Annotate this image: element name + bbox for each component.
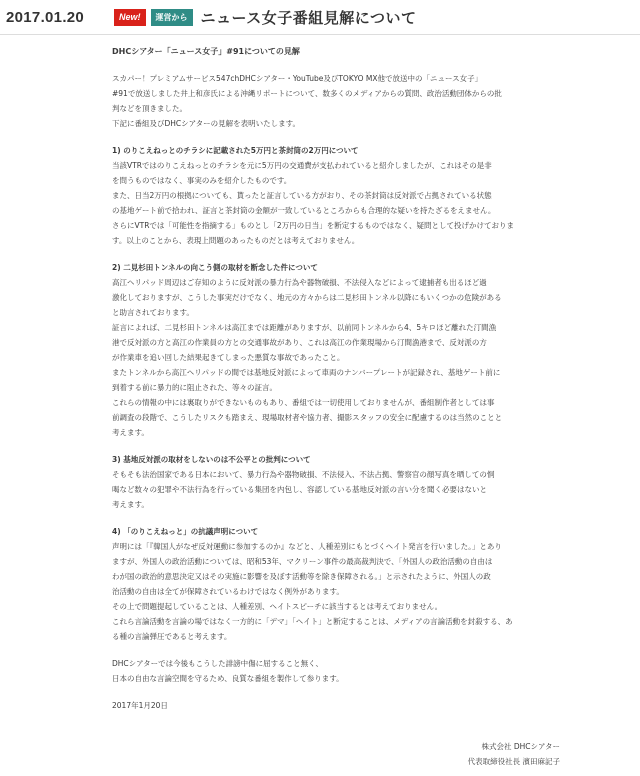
section-line: その上で問題提起していることは、人種差別、ヘイトスピーチに該当するとは考えておりません。 [112, 602, 443, 611]
section-line: 声明には「『韓国人がなぜ反対運動に参加するのか』などと、人種差別にもとづくヘイト発言を行いました。」とあり [112, 542, 502, 551]
closing-line: 日本の自由な言論空間を守るため、良質な番組を製作して参ります。 [112, 674, 344, 683]
section-line: を問うものではなく、事実のみを紹介したものです。 [112, 176, 292, 185]
section-title: 1) のりこえねっとのチラシに記載された5万円と茶封筒の2万円について [112, 146, 359, 155]
header-divider [0, 34, 640, 35]
section-title: 3) 基地反対派の取材をしないのは不公平との批判について [112, 455, 311, 464]
article-body [112, 42, 564, 713]
intro-line: 下記に番組及びDHCシアターの見解を表明いたします。 [112, 119, 301, 128]
section-line: る種の言論弾圧であると考えます。 [112, 632, 232, 641]
new-badge: New! [114, 9, 146, 26]
section-line: の基地ゲート前で拾われ、証言と茶封筒の金額が一致しているところからも合理的な疑いを持たざるをえません。 [112, 206, 496, 215]
section-line: 考えます。 [112, 500, 149, 509]
section-line: 当該VTRではのりこえねっとのチラシを元に5万円の交通費が支払われていると紹介しましたが、これはその是非 [112, 161, 492, 170]
section-line: わが国の政治的意思決定又はその実施に影響を及ぼす活動等を除き保障される。」と示されたように、外国人の政 [112, 572, 491, 581]
category-badge[interactable]: 運営から [151, 9, 193, 26]
section-line: そもそも法治国家である日本において、暴力行為や器物破損、不法侵入、不法占拠、警察官の顔写真を晒しての恫 [112, 470, 495, 479]
section-title: 2) 二見杉田トンネルの向こう側の取材を断念した件について [112, 263, 318, 272]
section-line: ますが、外国人の政治活動については、昭和53年、マクリーン事件の最高裁判決で、「外国人の政治活動の自由は [112, 557, 493, 566]
section-line: 証言によれば、二見杉田トンネルは高江までは距離がありますが、以前同トンネルから4、5キロほど離れた汀間漁 [112, 323, 497, 332]
section-line: 考えます。 [112, 428, 149, 437]
intro-line: スカパー！プレミアムサービス547chDHCシアター・YouTube及びTOKYO MX他で放送中の「ニュース女子」 [112, 74, 483, 83]
page-title: ニュース女子番組見解について [200, 8, 417, 27]
section-line: また、日当2万円の根拠についても、貰ったと証言している方がおり、その茶封筒は反対派で占拠されている状態 [112, 191, 492, 200]
post-date: 2017.01.20 [6, 9, 85, 26]
closing-line: DHCシアターでは今後もこうした誹謗中傷に屈すること無く、 [112, 659, 323, 668]
company-name: 株式会社 DHCシアター [481, 742, 560, 751]
section-line: さらにVTRでは「可能性を指摘する」ものとし「2万円の日当」を断定するものではなく、疑問として投げかけておりま [112, 221, 515, 230]
section-line: 港で反対派の方と高江の作業員の方との交通事故があり、これは高江の作業現場から汀間漁港まで、反対派の方 [112, 338, 487, 347]
signature-block [468, 739, 560, 769]
section-line: 到着する前に暴力的に阻止された、等々の証言。 [112, 383, 277, 392]
section-line: が作業車を追い回した結果起きてしまった悪質な事故であったこと。 [112, 353, 345, 362]
section-line: 高江ヘリパッド周辺はご存知のように反対派の暴力行為や器物破損、不法侵入などによって逮捕者も出るほど過 [112, 278, 487, 287]
section-line: 前調査の段階で、こうしたリスクも踏まえ、現場取材者や協力者、撮影スタッフの安全に配慮するのは当然のことと [112, 413, 503, 422]
intro-line: 判などを頂きました。 [112, 104, 187, 113]
section-line: 治活動の自由は全てが保障されているわけではなく例外があります。 [112, 587, 344, 596]
section-line: 喝など数々の犯罪や不法行為を行っている集団を内包し、容認している基地反対派の言い分を聞く必要はないと [112, 485, 487, 494]
section-line: と助言されております。 [112, 308, 194, 317]
article-heading: DHCシアター「ニュース女子」#91についての見解 [112, 47, 300, 56]
representative-name: 代表取締役社長 濱田麻記子 [467, 757, 560, 766]
section-line: 激化しておりますが、こうした事実だけでなく、地元の方々からは二見杉田トンネル以降にもいくつかの危険がある [112, 293, 502, 302]
release-date: 2017年1月20日 [112, 701, 168, 710]
post-header [114, 6, 416, 28]
section-line: これらの情報の中には裏取りができないものもあり、番組では一切使用しておりませんが、番組制作者としては事 [112, 398, 495, 407]
section-line: す。以上のことから、表現上問題のあったものだとは考えておりません。 [112, 236, 360, 245]
intro-line: #91で放送しました井上和彦氏による沖縄リポートについて、数多くのメディアからの質問、政治活動団体からの批 [112, 89, 502, 98]
section-title: 4) 「のりこえねっと」の抗議声明について [112, 527, 259, 536]
section-line: これら言論活動を言論の場ではなく一方的に「デマ」「ヘイト」と断定することは、メディアの言論活動を封殺する、あ [112, 617, 513, 626]
section-line: またトンネルから高江ヘリパッドの間では基地反対派によって車両のナンバープレートが記録され、基地ゲート前に [112, 368, 501, 377]
